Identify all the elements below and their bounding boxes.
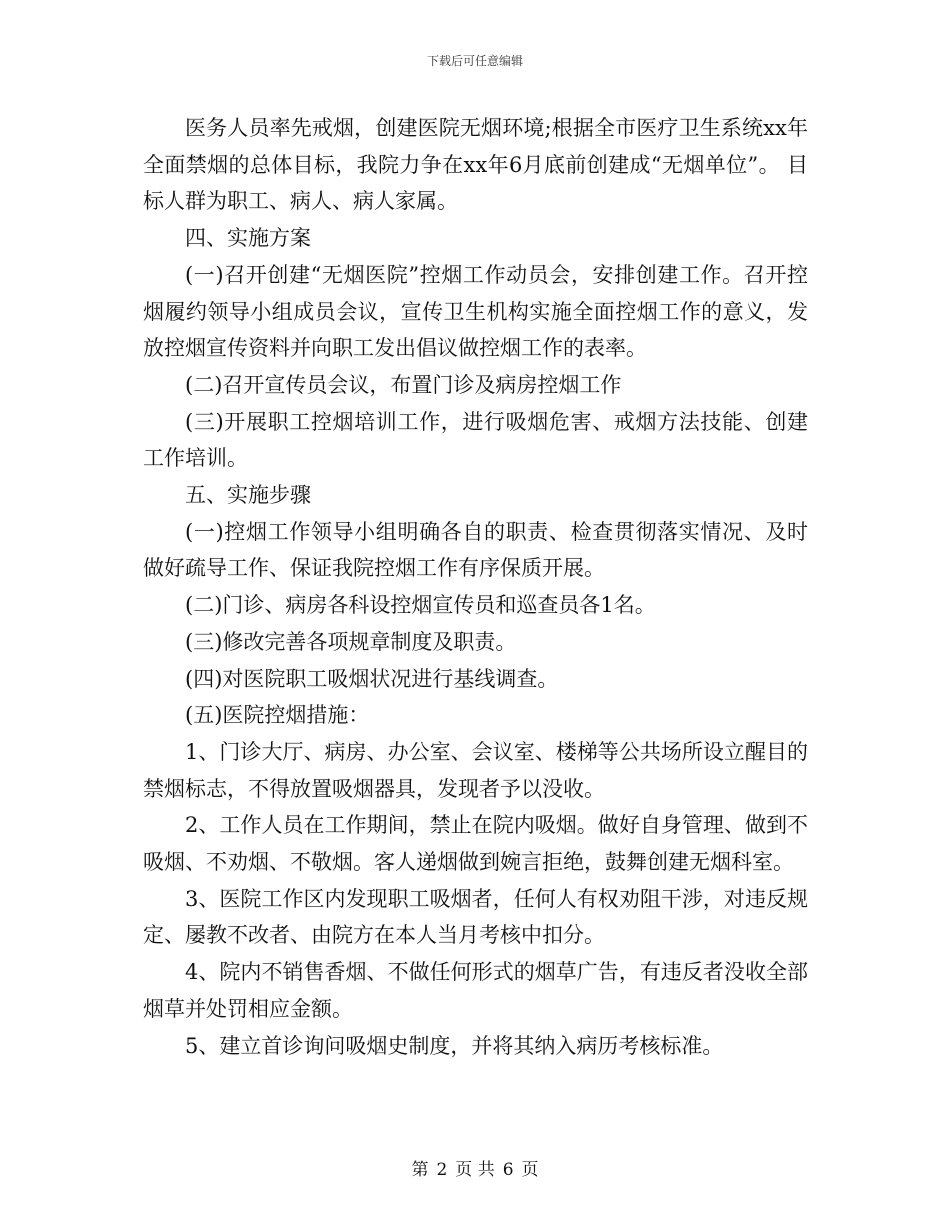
paragraph-measure-2: 2、工作人员在工作期间，禁止在院内吸烟。做好自身管理、做到不吸烟、不劝烟、不敬烟。客人递烟做到婉言拒绝，鼓舞创建无烟科室。 — [143, 813, 808, 875]
total-pages: 6 — [502, 1160, 514, 1180]
paragraph-plan-2: (二)召开宣传员会议，布置门诊及病房控烟工作 — [185, 372, 622, 397]
footer-middle: 页 共 — [455, 1160, 495, 1180]
page-footer — [0, 1155, 950, 1180]
paragraph-step-4: (四)对医院职工吸烟状况进行基线调查。 — [185, 666, 559, 691]
paragraph-step-3: (三)修改完善各项规章制度及职责。 — [185, 629, 517, 654]
paragraph-measure-3: 3、医院工作区内发现职工吸烟者，任何人有权劝阻干涉，对违反规定、屡教不改者、由院方在本人当月考核中扣分。 — [143, 886, 808, 948]
paragraph-step-5: (五)医院控烟措施： — [185, 703, 370, 728]
footer-suffix: 页 — [521, 1160, 539, 1180]
paragraph-plan-1: (一)召开创建“无烟医院”控烟工作动员会，安排创建工作。召开控烟履约领导小组成员会议，宣传卫生机构实施全面控烟工作的意义，发放控烟宣传资料并向职工发出倡议做控烟工作的表率。 — [143, 262, 808, 361]
paragraph-step-2: (二)门诊、病房各科设控烟宣传员和巡查员各1名。 — [185, 593, 656, 618]
page-number: 2 — [436, 1160, 448, 1180]
heading-implementation-plan: 四、实施方案 — [185, 226, 311, 251]
paragraph-measure-5: 5、建立首诊询问吸烟史制度，并将其纳入病历考核标准。 — [185, 1033, 724, 1058]
document-body — [143, 110, 808, 1064]
heading-implementation-steps: 五、实施步骤 — [185, 483, 311, 508]
page-header: 下载后可任意编辑 — [426, 54, 523, 68]
footer-prefix: 第 — [411, 1160, 429, 1180]
paragraph-plan-3: (三)开展职工控烟培训工作，进行吸烟危害、戒烟方法技能、创建工作培训。 — [143, 409, 808, 471]
paragraph-intro: 医务人员率先戒烟，创建医院无烟环境;根据全市医疗卫生系统xx年全面禁烟的总体目标，我院力争在xx年6月底前创建成“无烟单位”。 目标人群为职工、病人、病人家属。 — [143, 116, 808, 214]
paragraph-measure-1: 1、门诊大厅、病房、办公室、会议室、楼梯等公共场所设立醒目的禁烟标志，不得放置吸烟器具，发现者予以没收。 — [143, 739, 808, 801]
paragraph-step-1: (一)控烟工作领导小组明确各自的职责、检查贯彻落实情况、及时做好疏导工作、保证我院控烟工作有序保质开展。 — [143, 519, 808, 581]
paragraph-measure-4: 4、院内不销售香烟、不做任何形式的烟草广告，有违反者没收全部烟草并处罚相应金额。 — [143, 960, 808, 1021]
